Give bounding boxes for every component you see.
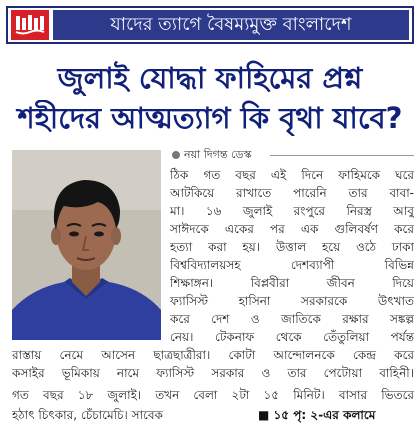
body-text-line: রাস্তায় নেমে আসেন ছাত্রছাত্রীরা। কোটা আন্দোলনকে কেন্দ্র করে: [12, 348, 414, 362]
body-text-line: ঠিক গত বছর এই দিনে ফাহিমকে ঘরে: [170, 168, 414, 182]
section-title: যাদের ত্যাগে বৈষম্যমুক্ত বাংলাদেশ: [53, 10, 409, 40]
body-text-line: কসাইর ভূমিকায় নামে ফ্যাসিস্ট সরকার ও তার পেটোয়া বাহিনী।: [12, 366, 414, 380]
jump-reference: [258, 406, 414, 424]
section-header: [6, 6, 414, 44]
body-text-line: ফ্যাসিস্ট হাসিনা সরকারকে উৎখাত: [170, 294, 414, 308]
body-text-line: হঠাৎ চিৎকার, চেঁচামেচি। সাবেক: [12, 408, 163, 422]
body-text-line: করে দেশ ও জাতিকে রক্ষার সঙ্কল্প: [170, 312, 414, 326]
headline-line-2: শহীদের আত্মত্যাগ কি বৃথা যাবে?: [17, 101, 403, 135]
portrait-photo: [12, 150, 161, 340]
body-text-line: শিক্ষাঙ্গন। বিপ্লবীরা জীবন দিয়ে: [170, 276, 414, 290]
byline-rule: [270, 155, 414, 156]
byline: [172, 146, 251, 164]
body-text-line: মা। ১৬ জুলাই রংপুরে নিরস্ত্র আবু: [170, 204, 414, 218]
body-text-line: সাঈদকে একের পর এক গুলিবর্ষণ করে: [170, 222, 414, 236]
july-logo: [11, 10, 49, 40]
logo-graphic-icon: [15, 14, 45, 36]
body-text-line: গত বছর ১৮ জুলাই। তখন বেলা ২টা ১৫ মিনিট। বাসার ভিতরে: [12, 388, 414, 402]
jump-marker-icon: ■: [258, 408, 274, 422]
body-text-line: হত্যা করা হয়। উত্তাল হয়ে ওঠে ঢাকা: [170, 240, 414, 254]
headline-line-1: জুলাই যোদ্ধা ফাহিমের প্রশ্ন: [57, 61, 363, 95]
body-text-line: নেয়। টেকনাফ থেকে তেঁতুলিয়া পর্যন্ত: [170, 330, 414, 344]
body-text-line: বিশ্ববিদ্যালয়সহ দেশব্যাপী বিভিন্ন: [170, 258, 414, 272]
byline-bullet-icon: [172, 151, 180, 159]
body-text-line: আটকিয়ে রাখাতে পারেনি তার বাবা-: [170, 186, 414, 200]
byline-text: নয়া দিগন্ত ডেস্ক: [184, 148, 252, 161]
jump-text: ১৫ পৃ: ২-এর কলামে: [273, 408, 376, 422]
portrait-figure: [12, 150, 161, 340]
